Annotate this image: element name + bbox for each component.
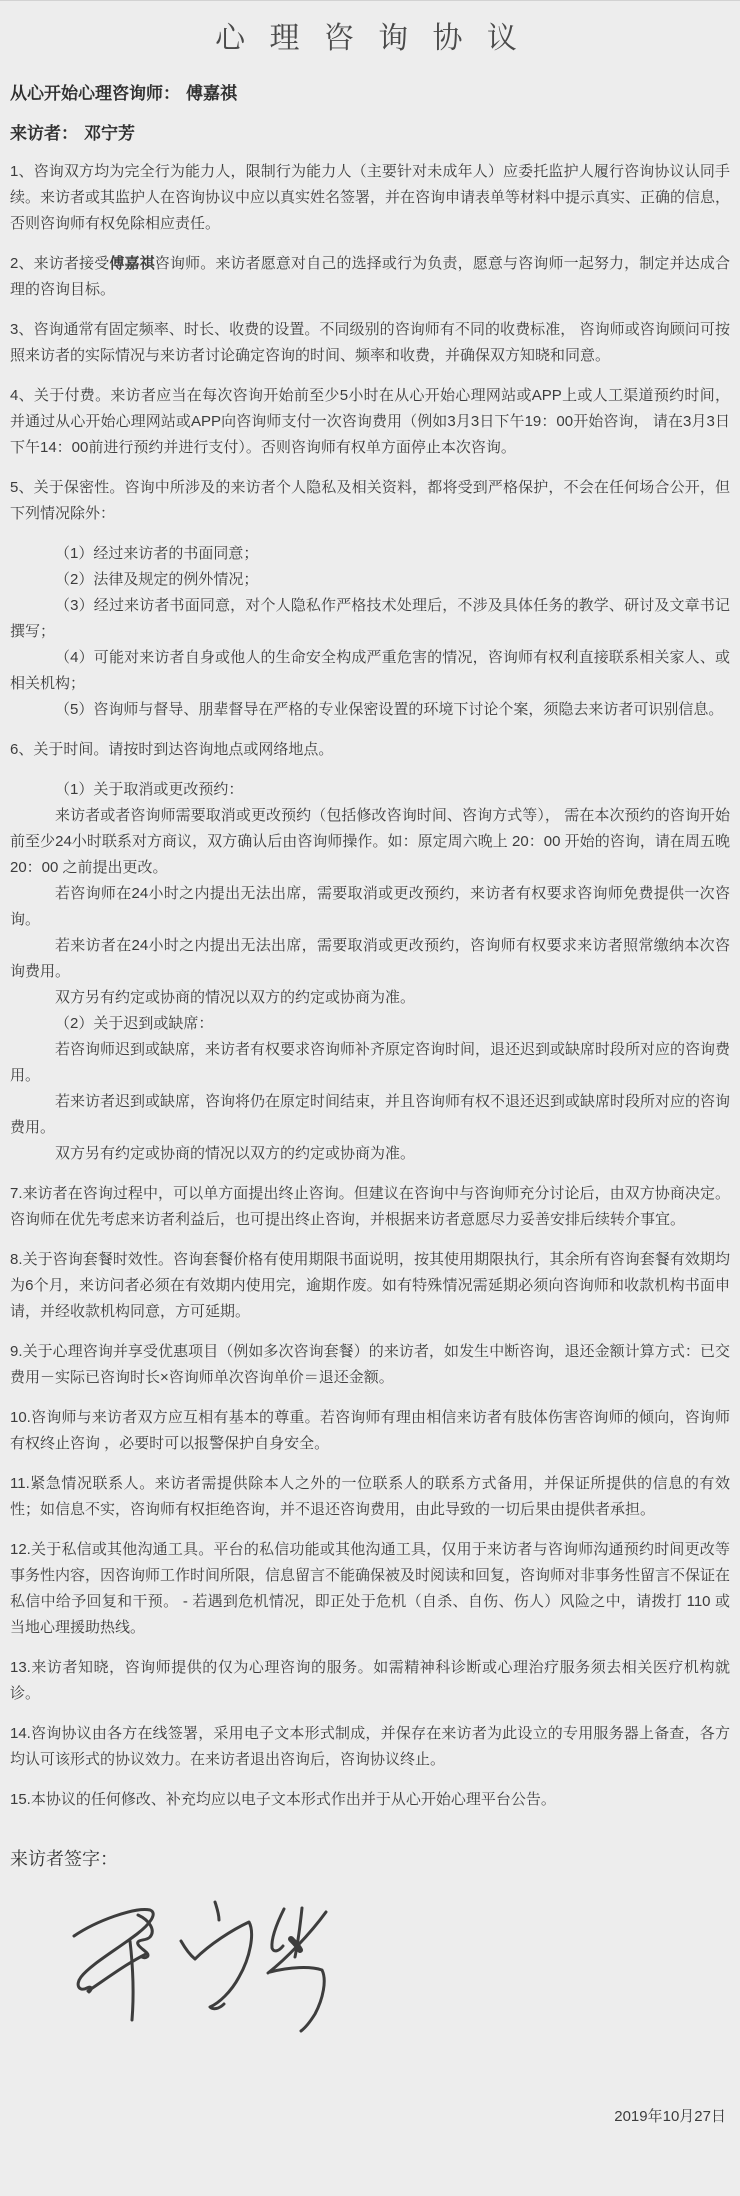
signature-label: 来访者签字： — [10, 1849, 118, 1869]
clause-paragraph — [10, 1247, 730, 1325]
signature-stroke — [195, 1922, 252, 2009]
counselor-label: 从心开始心理咨询师： — [10, 84, 180, 103]
signature-stroke — [88, 1954, 146, 1991]
clause-text: 11.紧急情况联系人。来访者需提供除本人之外的一位联系人的联系方式备用，并保证所提供的信息的有效性；如信息不实，咨询师有权拒绝咨询，并不退还咨询费用，由此导致的一切后果由提供者承担。 — [10, 1475, 730, 1518]
clause-paragraph — [10, 1405, 730, 1457]
clause-text: （2）法律及规定的例外情况； — [55, 571, 259, 588]
clause-paragraph — [10, 1141, 730, 1167]
clause-text: 1、咨询双方均为完全行为能力人，限制行为能力人（主要针对未成年人）应委托监护人履行咨询协议认同手续。来访者或其监护人在咨询协议中应以真实姓名签署，并在咨询申请表单等材料中提示真实、正确的信息，否则咨询师有权免除相应责任。 — [10, 163, 731, 232]
clause-text: 若来访者迟到或缺席，咨询将仍在原定时间结束，并且咨询师有权不退还迟到或缺席时段所对应的咨询费用。 — [10, 1093, 731, 1136]
clause-text: 6、关于时间。请按时到达咨询地点或网络地点。 — [10, 741, 334, 758]
clause-paragraph — [10, 1037, 730, 1089]
clause-text: 15.本协议的任何修改、补充均应以电子文本形式作出并于从心开始心理平台公告。 — [10, 1791, 556, 1808]
clause-paragraph — [10, 803, 730, 881]
clause-paragraph — [10, 1089, 730, 1141]
clause-paragraph — [10, 985, 730, 1011]
signature-stroke — [130, 1941, 133, 2020]
clause-paragraph — [10, 777, 730, 803]
clause-text: 12.关于私信或其他沟通工具。平台的私信功能或其他沟通工具，仅用于来访者与咨询师沟通预约时间更改等事务性内容，因咨询师工作时间所限，信息留言不能确保被及时阅读和回复，咨询师对非事务性留言不保证在私信中给予回复和干预。 - 若遇到危机情况，即正处于危机（自杀、自伤、伤人）风险之中，请拨打 110 或当地心理援助热线。 — [10, 1541, 731, 1636]
clause-text: 7.来访者在咨询过程中，可以单方面提出终止咨询。但建议在咨询中与咨询师充分讨论后，由双方协商决定。咨询师在优先考虑来访者利益后，也可提出终止咨询，并根据来访者意愿尽力妥善安排后续转介事宜。 — [10, 1185, 730, 1228]
clause-paragraph — [10, 383, 730, 461]
clause-paragraph — [10, 159, 730, 237]
clause-text: 3、咨询通常有固定频率、时长、收费的设置。不同级别的咨询师有不同的收费标准， 咨询师或咨询顾问可按照来访者的实际情况与来访者讨论确定咨询的时间、频率和收费，并确保双方知晓和同意。 — [10, 321, 730, 364]
signature-stroke — [74, 1910, 153, 1992]
signature-stroke — [270, 1968, 324, 2031]
clause-text: 2、来访者接受 — [10, 255, 110, 272]
clause-paragraph — [10, 1537, 730, 1641]
counselor-name: 傅嘉祺 — [186, 84, 237, 103]
clause-text: （4）可能对来访者自身或他人的生命安全构成严重危害的情况，咨询师有权利直接联系相关家人、或相关机构； — [10, 649, 730, 692]
clause-paragraph — [10, 1011, 730, 1037]
clause-bold-text: 傅嘉祺 — [109, 255, 155, 272]
clause-text: 来访者或者咨询师需要取消或更改预约（包括修改咨询时间、咨询方式等）， 需在本次预约的咨询开始前至少24小时联系对方商议，双方确认后由咨询师操作。如：原定周六晚上 20：00 开始的咨询，请在周五晚 20：00 之前提出更改。 — [10, 807, 730, 876]
clause-paragraph — [10, 881, 730, 933]
clause-paragraph — [10, 1181, 730, 1233]
clause-paragraph — [10, 645, 730, 697]
clause-text: （1）经过来访者的书面同意； — [55, 545, 259, 562]
page-title: 心 理 咨 询 协 议 — [215, 22, 525, 55]
visitor-label: 来访者： — [10, 124, 78, 143]
clause-text: 双方另有约定或协商的情况以双方的约定或协商为准。 — [55, 989, 416, 1006]
clause-paragraph — [10, 593, 730, 645]
signature-stroke — [272, 1909, 284, 1951]
clause-text: 双方另有约定或协商的情况以双方的约定或协商为准。 — [55, 1145, 416, 1162]
clause-text: （5）咨询师与督导、朋辈督导在严格的专业保密设置的环境下讨论个案，须隐去来访者可识别信息。 — [55, 701, 724, 718]
signature-stroke — [215, 1902, 219, 1920]
clause-paragraph — [10, 1721, 730, 1773]
clause-text: （2）关于迟到或缺席： — [55, 1015, 214, 1032]
signature-date: 2019年10月27日 — [614, 2108, 726, 2125]
agreement-clauses — [10, 159, 730, 1813]
clause-paragraph — [10, 1655, 730, 1707]
signature-area — [38, 1879, 730, 2079]
clause-text: 咨询师。来访者愿意对自己的选择或行为负责，愿意与咨询师一起努力，制定并达成合理的咨询目标。 — [10, 255, 731, 298]
clause-text: （1）关于取消或更改预约： — [55, 781, 244, 798]
clause-text: 5、关于保密性。咨询中所涉及的来访者个人隐私及相关资料，都将受到严格保护，不会在任何场合公开，但下列情况除外： — [10, 479, 730, 522]
clause-paragraph — [10, 317, 730, 369]
visitor-name: 邓宁芳 — [84, 124, 135, 143]
clause-paragraph — [10, 567, 730, 593]
clause-text: 若咨询师在24小时之内提出无法出席，需要取消或更改预约，来访者有权要求咨询师免费提供一次咨询。 — [10, 885, 730, 928]
clause-paragraph — [10, 697, 730, 723]
clause-paragraph — [10, 933, 730, 985]
clause-text: 13.来访者知晓，咨询师提供的仅为心理咨询的服务。如需精神科诊断或心理治疗服务须去相关医疗机构就诊。 — [10, 1659, 730, 1702]
clause-paragraph — [10, 541, 730, 567]
signature-stroke — [181, 1941, 195, 1959]
clause-text: 8.关于咨询套餐时效性。咨询套餐价格有使用期限书面说明，按其使用期限执行，其余所有咨询套餐有效期均为6个月，来访问者必须在有效期内使用完，逾期作废。如有特殊情况需延期必须向咨询师和收款机构书面申请，并经收款机构同意，方可延期。 — [10, 1251, 730, 1320]
clause-paragraph — [10, 1787, 730, 1813]
clause-paragraph — [10, 475, 730, 527]
clause-text: 10.咨询师与来访者双方应互相有基本的尊重。若咨询师有理由相信来访者有肢体伤害咨询师的倾向，咨询师有权终止咨询 ，必要时可以报警保护自身安全。 — [10, 1409, 730, 1452]
clause-text: 若咨询师迟到或缺席，来访者有权要求咨询师补齐原定咨询时间，退还迟到或缺席时段所对应的咨询费用。 — [10, 1041, 731, 1084]
visitor-line — [10, 119, 730, 144]
clause-text: 14.咨询协议由各方在线签署，采用电子文本形式制成，并保存在来访者为此设立的专用服务器上备查，各方均认可该形式的协议效力。在来访者退出咨询后，咨询协议终止。 — [10, 1725, 730, 1768]
clause-paragraph — [10, 737, 730, 763]
clause-text: 9.关于心理咨询并享受优惠项目（例如多次咨询套餐）的来访者，如发生中断咨询，退还金额计算方式：已交费用－实际已咨询时长×咨询师单次咨询单价＝退还金额。 — [10, 1343, 730, 1386]
clause-text: 4、关于付费。来访者应当在每次咨询开始前至少5小时在从心开始心理网站或APP上或人工渠道预约时间，并通过从心开始心理网站或APP向咨询师支付一次咨询费用（例如3月3日下午19：00开始咨询， 请在3月3日下午14：00前进行预约并进行支付）。否则咨询师有权单方面停止本次咨询。 — [10, 387, 730, 456]
clause-paragraph — [10, 1339, 730, 1391]
counselor-line — [10, 79, 730, 104]
clause-paragraph — [10, 1471, 730, 1523]
clause-paragraph — [10, 251, 730, 303]
visitor-signature — [38, 1879, 338, 2069]
clause-text: （3）经过来访者书面同意，对个人隐私作严格技术处理后，不涉及具体任务的教学、研讨及文章书记撰写； — [10, 597, 730, 640]
clause-text: 若来访者在24小时之内提出无法出席，需要取消或更改预约，咨询师有权要求来访者照常缴纳本次咨询费用。 — [10, 937, 730, 980]
